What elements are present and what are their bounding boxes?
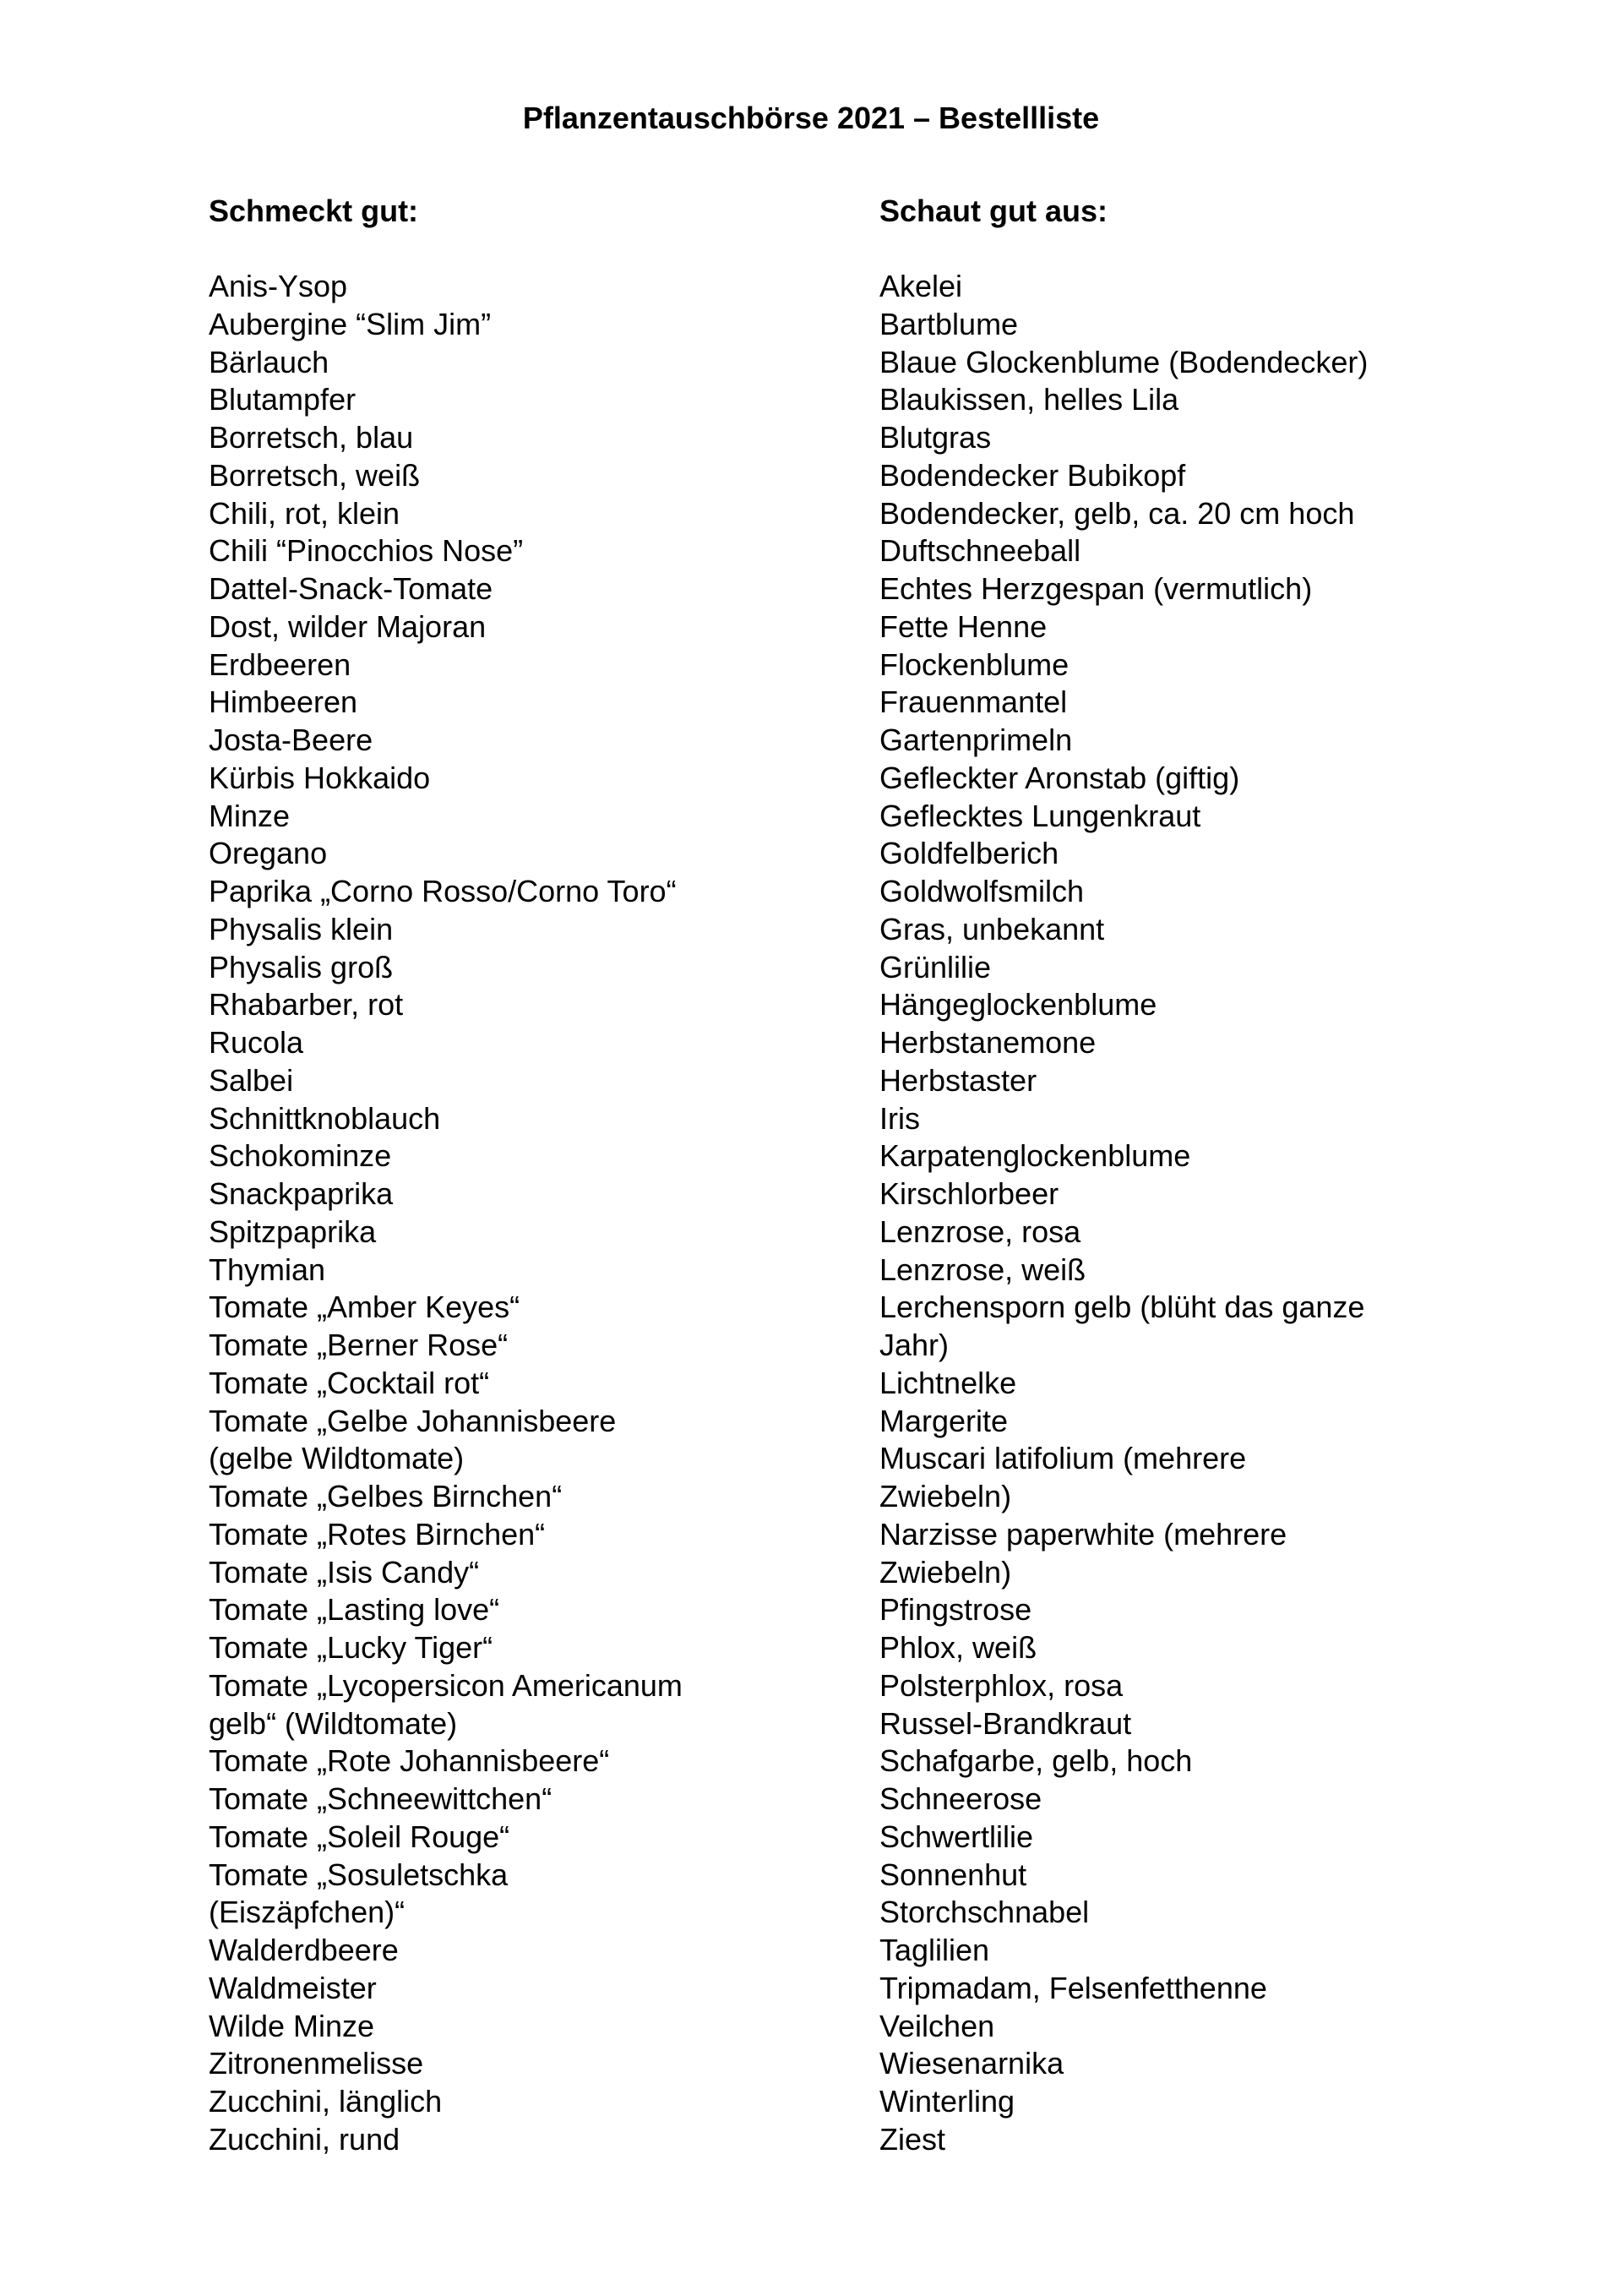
plant-list-line: Wiesenarnika [879, 2046, 1064, 2081]
plant-list-line: Blutampfer [209, 382, 357, 417]
plant-list-line: Storchschnabel [879, 1895, 1090, 1930]
plant-list-line: Lenzrose, weiß [879, 1252, 1086, 1287]
plant-list-line: Chili “Pinocchios Nose” [209, 533, 524, 569]
plant-list-line: Rhabarber, rot [209, 987, 404, 1023]
plant-list-line: Tomate „Isis Candy“ [209, 1554, 480, 1590]
plant-list-line: Minze [209, 798, 291, 833]
plant-list-line: Thymian [209, 1252, 326, 1287]
plant-list-line: Tomate „Lasting love“ [209, 1592, 500, 1628]
plant-list-line: Sonnenhut [879, 1857, 1027, 1892]
plant-list-line: Taglilien [879, 1933, 990, 1967]
plant-list-line: Josta-Beere [209, 723, 373, 757]
plant-list-line: Chili, rot, klein [209, 495, 400, 531]
column-tasty [209, 193, 800, 2159]
plant-list-line: Gras, unbekannt [879, 911, 1105, 946]
column-heading-tasty: Schmeckt gut: [209, 194, 419, 228]
plant-list-line: Himbeeren [209, 684, 358, 720]
plant-list-line: Tomate „Berner Rose“ [209, 1328, 509, 1362]
plant-list-line: Schwertlilie [879, 1819, 1034, 1854]
plant-list-line: Hängeglockenblume [879, 987, 1157, 1023]
plant-list-line: Tomate „Gelbe Johannisbeere [209, 1403, 617, 1438]
plant-list-line: Phlox, weiß [879, 1630, 1037, 1665]
plant-list-line: Borretsch, blau [209, 420, 414, 455]
column-heading-pretty: Schaut gut aus: [879, 194, 1108, 228]
plant-list-line: Kirschlorbeer [879, 1176, 1059, 1211]
plant-list-line: Snackpaprika [209, 1176, 394, 1211]
plant-list-line: Frauenmantel [879, 684, 1068, 720]
plant-list-line: Zitronenmelisse [209, 2046, 424, 2081]
plant-list-line: Anis-Ysop [209, 269, 348, 303]
plant-list-line: (Eiszäpfchen)“ [209, 1895, 406, 1930]
plant-list-line: Goldfelberich [879, 836, 1059, 871]
plant-list-line: Spitzpaprika [209, 1213, 377, 1249]
plant-list-line: Tomate „Lucky Tiger“ [209, 1630, 493, 1665]
plant-list-line: Dost, wilder Majoran [209, 608, 487, 644]
plant-list-line: Physalis klein [209, 911, 394, 946]
plant-list-line: Gefleckter Aronstab (giftig) [879, 760, 1240, 795]
plant-list-pretty [879, 268, 1471, 2159]
plant-list-line: Tomate „Soleil Rouge“ [209, 1819, 510, 1854]
plant-list-line: Salbei [209, 1062, 294, 1098]
plant-list-line: Blutgras [879, 420, 992, 455]
plant-list-line: Muscari latifolium (mehrere [879, 1441, 1247, 1476]
plant-list-line: Pfingstrose [879, 1592, 1032, 1628]
plant-list-line: Tomate „Schneewittchen“ [209, 1781, 552, 1816]
plant-list-line: Bartblume [879, 306, 1019, 341]
plant-list-line: Tomate „Rotes Birnchen“ [209, 1516, 546, 1552]
plant-list-line: Paprika „Corno Rosso/Corno Toro“ [209, 874, 677, 908]
plant-list-line: Grünlilie [879, 949, 992, 984]
plant-list-line: Margerite [879, 1403, 1009, 1438]
plant-list-tasty [209, 268, 800, 2159]
plant-list-line: Tripmadam, Felsenfetthenne [879, 1970, 1267, 2005]
plant-list-line: Physalis groß [209, 949, 394, 984]
document-title: Pflanzentauschbörse 2021 – Bestellliste [522, 101, 1100, 135]
plant-list-line: Bodendecker Bubikopf [879, 457, 1186, 493]
plant-list-line: Kürbis Hokkaido [209, 760, 431, 795]
plant-list-line: Schafgarbe, gelb, hoch [879, 1743, 1193, 1779]
plant-list-line: Ziest [879, 2121, 946, 2157]
plant-list-line: Geflecktes Lungenkraut [879, 798, 1201, 833]
plant-list-line: Tomate „Cocktail rot“ [209, 1365, 490, 1400]
plant-list-line: Winterling [879, 2084, 1015, 2119]
plant-list-line: Jahr) [879, 1328, 950, 1362]
plant-list-line: Walderdbeere [209, 1933, 399, 1967]
plant-list-line: Goldwolfsmilch [879, 874, 1085, 908]
plant-list-line: Waldmeister [209, 1970, 377, 2005]
plant-list-line: Tomate „Lycopersicon Americanum [209, 1667, 683, 1703]
plant-list-line: Russel-Brandkraut [879, 1705, 1132, 1741]
column-pretty [879, 193, 1471, 2159]
plant-list-line: Erdbeeren [209, 646, 351, 682]
plant-list-line: Veilchen [879, 2008, 995, 2043]
plant-list-line: Karpatenglockenblume [879, 1138, 1191, 1174]
plant-list-line: Tomate „Amber Keyes“ [209, 1290, 520, 1325]
plant-list-line: Lerchensporn gelb (blüht das ganze [879, 1290, 1365, 1325]
plant-list-line: Echtes Herzgespan (vermutlich) [879, 571, 1313, 606]
plant-list-line: Zwiebeln) [879, 1554, 1012, 1590]
plant-list-line: Lenzrose, rosa [879, 1213, 1081, 1249]
plant-list-line: gelb“ (Wildtomate) [209, 1705, 458, 1741]
plant-list-line: (gelbe Wildtomate) [209, 1441, 465, 1476]
plant-list-line: Zucchini, länglich [209, 2084, 443, 2119]
plant-list-line: Zwiebeln) [879, 1479, 1012, 1513]
plant-list-line: Wilde Minze [209, 2008, 375, 2043]
plant-list-line: Schneerose [879, 1781, 1042, 1816]
plant-list-line: Herbstaster [879, 1062, 1037, 1098]
plant-list-line: Gartenprimeln [879, 723, 1073, 757]
plant-list-line: Duftschneeball [879, 533, 1081, 569]
plant-list-line: Fette Henne [879, 608, 1048, 644]
plant-list-line: Tomate „Sosuletschka [209, 1857, 509, 1892]
plant-list-line: Iris [879, 1100, 920, 1136]
plant-list-line: Dattel-Snack-Tomate [209, 571, 493, 606]
plant-list-line: Zucchini, rund [209, 2121, 400, 2157]
plant-list-line: Rucola [209, 1025, 304, 1060]
plant-list-line: Blaukissen, helles Lila [879, 382, 1179, 417]
plant-list-line: Polsterphlox, rosa [879, 1667, 1124, 1703]
plant-list-line: Tomate „Gelbes Birnchen“ [209, 1479, 563, 1513]
plant-list-line: Oregano [209, 836, 328, 871]
plant-list-line: Bodendecker, gelb, ca. 20 cm hoch [879, 495, 1355, 531]
plant-list-line: Flockenblume [879, 646, 1070, 682]
plant-list-line: Tomate „Rote Johannisbeere“ [209, 1743, 610, 1779]
plant-list-line: Borretsch, weiß [209, 457, 421, 493]
plant-list-line: Lichtnelke [879, 1365, 1017, 1400]
plant-list-line: Herbstanemone [879, 1025, 1097, 1060]
plant-list-line: Bärlauch [209, 344, 329, 379]
plant-list-line: Schokominze [209, 1138, 392, 1174]
plant-list-line: Blaue Glockenblume (Bodendecker) [879, 344, 1369, 379]
plant-list-line: Schnittknoblauch [209, 1100, 441, 1136]
plant-list-line: Narzisse paperwhite (mehrere [879, 1516, 1287, 1552]
plant-list-line: Aubergine “Slim Jim” [209, 306, 492, 341]
plant-list-line: Akelei [879, 269, 963, 303]
